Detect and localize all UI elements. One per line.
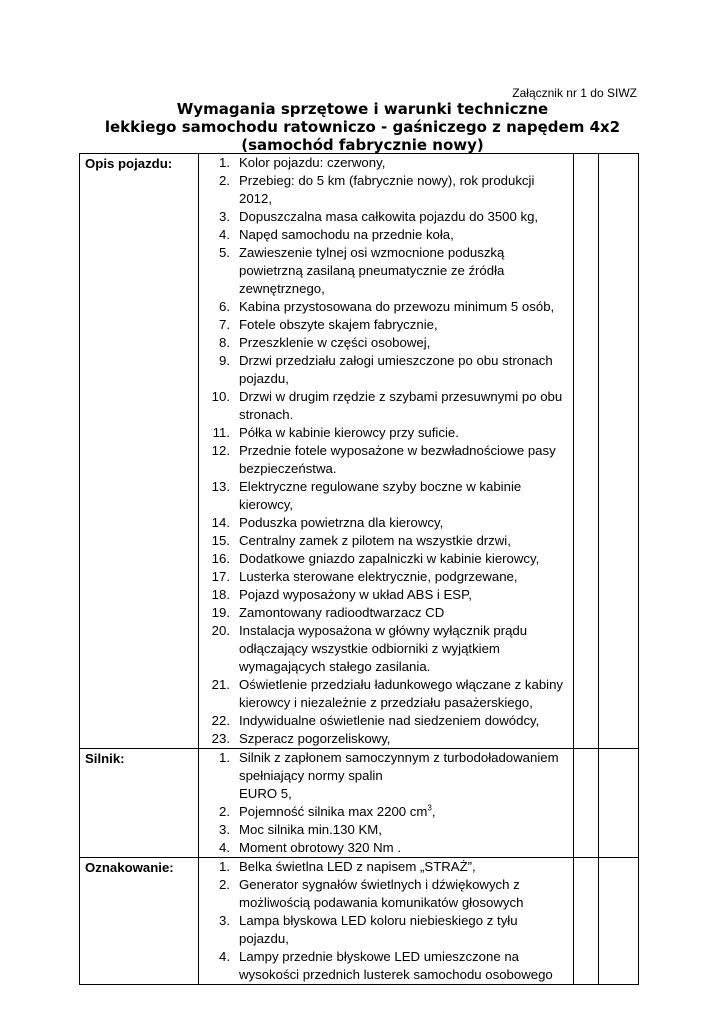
superscript: 3	[427, 803, 432, 813]
table-row-marking	[80, 858, 639, 985]
list-item	[199, 478, 569, 514]
list-item	[199, 424, 569, 442]
item-text: Kabina przystosowana do przewozu minimum 5 osób,	[239, 299, 555, 314]
item-number: 5.	[219, 245, 230, 260]
item-number: 1.	[219, 859, 230, 874]
list-item	[199, 208, 569, 226]
list-item	[199, 676, 569, 712]
marking-items-list	[199, 858, 573, 984]
section-content-engine	[199, 749, 574, 858]
item-text: Centralny zamek z pilotem na wszystkie drzwi,	[239, 533, 511, 548]
item-text: Zamontowany radioodtwarzacz CD	[239, 605, 445, 620]
item-text: Pojemność silnika max 2200 cm	[239, 804, 428, 819]
item-number: 17.	[211, 569, 230, 584]
item-text: Lampa błyskowa LED koloru niebieskiego z tyłu pojazdu,	[239, 913, 518, 946]
item-text: Przednie fotele wyposażone w bezwładnościowe pasy bezpieczeństwa.	[239, 443, 556, 476]
empty-cell	[574, 154, 599, 749]
item-text: Kolor pojazdu: czerwony,	[239, 155, 386, 170]
item-text: Dopuszczalna masa całkowita pojazdu do 3500 kg,	[239, 209, 539, 224]
item-text: Szperacz pogorzeliskowy,	[239, 731, 391, 746]
item-number: 11.	[212, 425, 230, 440]
item-number: 12.	[211, 443, 230, 458]
item-text: Przebieg: do 5 km (fabrycznie nowy), rok produkcji 2012,	[239, 173, 535, 206]
list-item	[199, 586, 569, 604]
empty-cell	[574, 858, 599, 985]
item-text: Napęd samochodu na przednie koła,	[239, 227, 454, 242]
list-item	[199, 352, 569, 388]
item-text: Oświetlenie przedziału ładunkowego włączane z kabiny kierowcy i niezależnie z przedziału pasażerskiego,	[239, 677, 564, 710]
item-text: Drzwi przedziału załogi umieszczone po obu stronach pojazdu,	[239, 353, 553, 386]
item-text: Belka świetlna LED z napisem „STRAŻ”,	[239, 859, 476, 874]
list-item	[199, 749, 569, 803]
item-number: 13.	[211, 479, 230, 494]
vehicle-items-list	[199, 154, 573, 748]
item-text: Indywidualne oświetlenie nad siedzeniem dowódcy,	[239, 713, 540, 728]
requirements-table	[79, 153, 639, 985]
item-number: 4.	[219, 840, 230, 855]
document-title-line-2: lekkiego samochodu ratowniczo - gaśniczego z napędem 4x2	[104, 118, 621, 136]
list-item	[199, 226, 569, 244]
item-text: Przeszklenie w części osobowej,	[239, 335, 431, 350]
item-text-continuation: EURO 5,	[239, 786, 292, 801]
item-number: 23.	[211, 731, 230, 746]
list-item	[199, 550, 569, 568]
item-text: Fotele obszyte skajem fabrycznie,	[239, 317, 438, 332]
list-item	[199, 334, 569, 352]
list-item	[199, 316, 569, 334]
empty-cell	[599, 154, 639, 749]
item-number: 7.	[219, 317, 230, 332]
list-item	[199, 948, 569, 984]
list-item	[199, 532, 569, 550]
item-text: Moc silnika min.130 KM,	[239, 822, 382, 837]
list-item	[199, 244, 569, 298]
item-text: Lusterka sterowane elektrycznie, podgrzewane,	[239, 569, 518, 584]
list-item	[199, 803, 569, 821]
item-text: Elektryczne regulowane szyby boczne w kabinie kierowcy,	[239, 479, 522, 512]
item-number: 10.	[211, 389, 230, 404]
item-text: Generator sygnałów świetlnych i dźwiękowych z możliwością podawania komunikatów głosowych	[239, 877, 524, 910]
document-title-line-3: (samochód fabrycznie nowy)	[241, 136, 484, 154]
item-number: 6.	[219, 299, 230, 314]
list-item	[199, 730, 569, 748]
item-text-end: ,	[431, 804, 436, 819]
list-item	[199, 154, 569, 172]
item-text: Moment obrotowy 320 Nm .	[239, 840, 401, 855]
item-number: 22.	[211, 713, 230, 728]
item-number: 2.	[219, 877, 230, 892]
annex-label: Załącznik nr 1 do SIWZ	[512, 86, 637, 100]
item-text: Półka w kabinie kierowcy przy suficie.	[239, 425, 459, 440]
item-number: 3.	[219, 209, 230, 224]
section-label-vehicle: Opis pojazdu:	[80, 154, 199, 749]
item-number: 3.	[219, 913, 230, 928]
list-item	[199, 858, 569, 876]
item-number: 1.	[219, 155, 230, 170]
item-number: 4.	[219, 949, 230, 964]
empty-cell	[599, 749, 639, 858]
section-content-marking	[199, 858, 574, 985]
item-number: 3.	[219, 822, 230, 837]
list-item	[199, 712, 569, 730]
list-item	[199, 388, 569, 424]
list-item	[199, 821, 569, 839]
list-item	[199, 172, 569, 208]
list-item	[199, 298, 569, 316]
item-text: Pojazd wyposażony w układ ABS i ESP,	[239, 587, 472, 602]
list-item	[199, 912, 569, 948]
list-item	[199, 876, 569, 912]
item-number: 20.	[211, 623, 230, 638]
section-content-vehicle	[199, 154, 574, 749]
item-number: 8.	[219, 335, 230, 350]
list-item	[199, 442, 569, 478]
list-item	[199, 568, 569, 586]
list-item	[199, 604, 569, 622]
item-number: 19.	[211, 605, 230, 620]
engine-items-list	[199, 749, 573, 857]
item-text: Drzwi w drugim rzędzie z szybami przesuwnymi po obu stronach.	[239, 389, 563, 422]
item-number: 14.	[211, 515, 230, 530]
item-number: 15.	[211, 533, 230, 548]
list-item	[199, 839, 569, 857]
item-number: 21.	[211, 677, 230, 692]
item-number: 1.	[219, 750, 230, 765]
empty-cell	[599, 858, 639, 985]
section-label-engine: Silnik:	[80, 749, 199, 858]
item-number: 4.	[219, 227, 230, 242]
item-text: Silnik z zapłonem samoczynnym z turbodoładowaniem spełniający normy spalin	[239, 750, 559, 783]
item-text: Poduszka powietrzna dla kierowcy,	[239, 515, 444, 530]
item-number: 16.	[211, 551, 230, 566]
document-title-line-1: Wymagania sprzętowe i warunki techniczne	[176, 100, 549, 118]
item-number: 9.	[219, 353, 230, 368]
section-label-marking: Oznakowanie:	[80, 858, 199, 985]
empty-cell	[574, 749, 599, 858]
list-item	[199, 622, 569, 676]
item-number: 2.	[219, 804, 230, 819]
item-text: Instalacja wyposażona w główny wyłącznik prądu odłączający wszystkie odbiorniki z wyjątkiem wymagających stałego zasilania.	[239, 623, 528, 674]
item-text: Dodatkowe gniazdo zapalniczki w kabinie kierowcy,	[239, 551, 540, 566]
item-text: Zawieszenie tylnej osi wzmocnione poduszką powietrzną zasilaną pneumatycznie ze źródła zewnętrznego,	[239, 245, 505, 296]
item-number: 18.	[211, 587, 230, 602]
table-row-engine	[80, 749, 639, 858]
item-number: 2.	[219, 173, 230, 188]
item-text: Lampy przednie błyskowe LED umieszczone na wysokości przednich lusterek samochodu osobowego	[239, 949, 553, 982]
table-row-vehicle	[80, 154, 639, 749]
list-item	[199, 514, 569, 532]
